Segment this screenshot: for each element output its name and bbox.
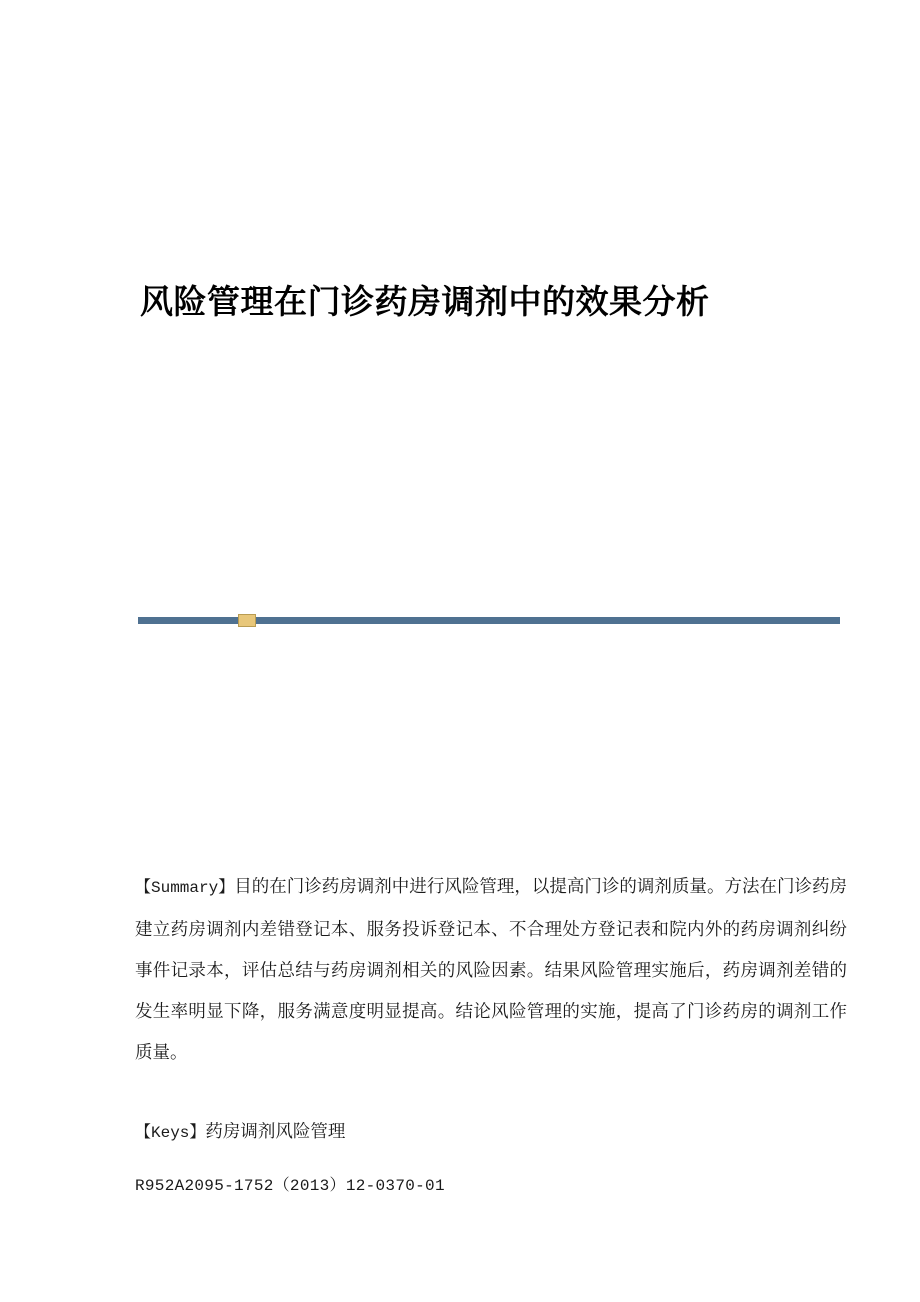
abstract-paragraph <box>135 866 847 1073</box>
decorative-divider <box>138 614 840 626</box>
classification-code: R952A2095-1752（2013）12-0370-01 <box>135 1177 445 1195</box>
divider-knob-icon <box>238 614 256 627</box>
keywords-label: 【Keys】 <box>135 1123 206 1142</box>
abstract-label: 【Summary】 <box>135 878 235 897</box>
abstract-text: 目的在门诊药房调剂中进行风险管理，以提高门诊的调剂质量。方法在门诊药房建立药房调剂内差错登记本、服务投诉登记本、不合理处方登记表和院内外的药房调剂纠纷事件记录本，评估总结与药房调剂相关的风险因素。结果风险管理实施后，药房调剂差错的发生率明显下降，服务满意度明显提高。结论风险管理的实施，提高了门诊药房的调剂工作质量。 <box>135 875 847 1062</box>
keywords-paragraph <box>135 1114 847 1150</box>
page-title: 风险管理在门诊药房调剂中的效果分析 <box>140 282 710 322</box>
divider-bar-right <box>256 617 840 624</box>
keywords-text: 药房调剂风险管理 <box>205 1120 346 1141</box>
divider-bar-left <box>138 617 238 624</box>
